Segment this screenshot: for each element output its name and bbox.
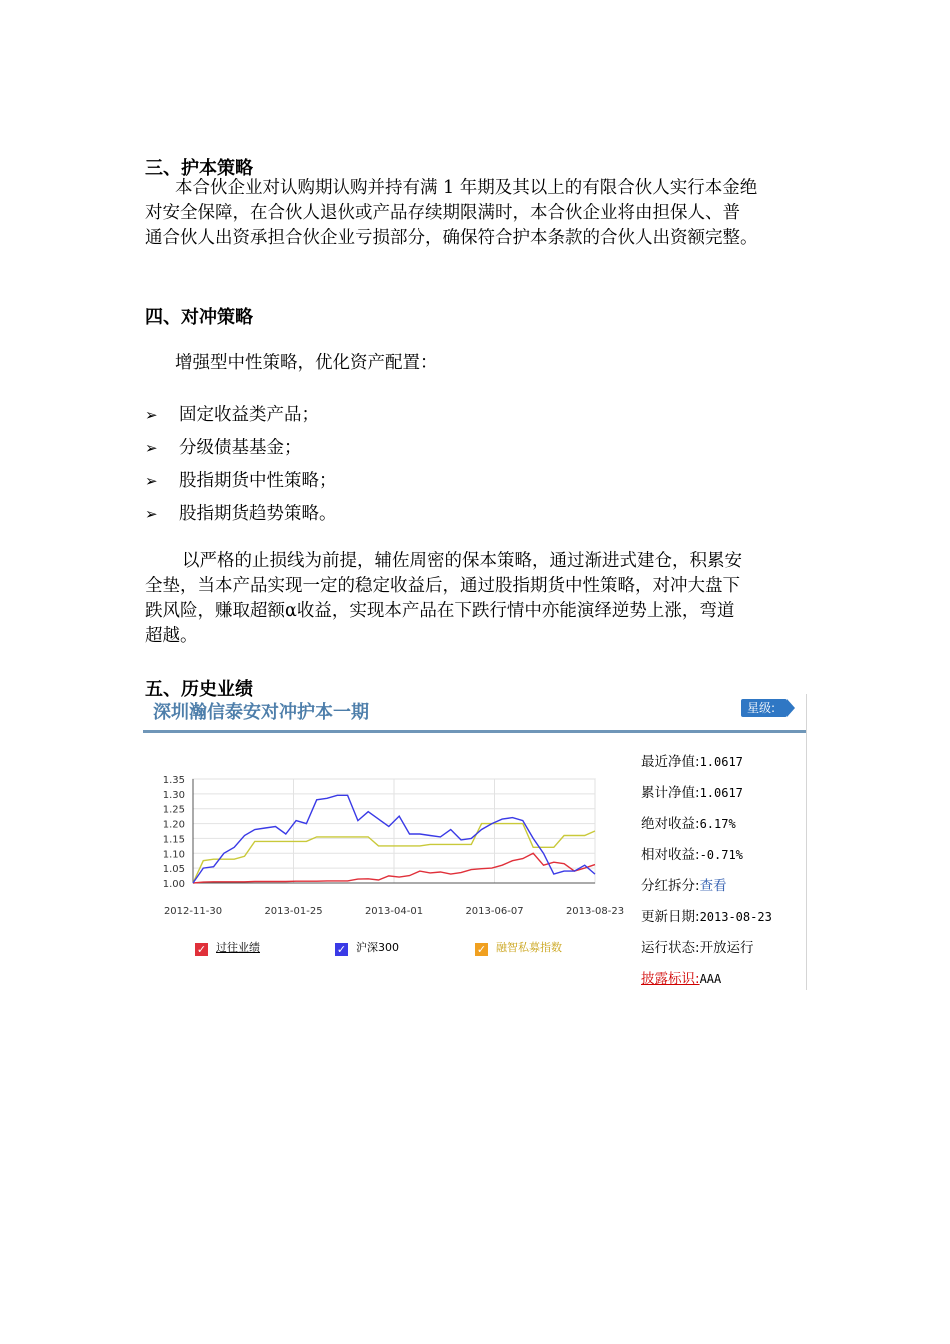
legend-label: 沪深300 xyxy=(356,941,399,954)
x-tick-label: 2013-08-23 xyxy=(565,906,625,917)
bullet-item xyxy=(145,434,302,459)
bullet-item xyxy=(145,467,337,492)
x-tick-label: 2013-04-01 xyxy=(364,906,424,917)
arrow-bullet-icon: ➢ xyxy=(145,472,158,490)
info-label: 最近净值: xyxy=(641,754,700,770)
bullet-text: 股指期货中性策略； xyxy=(179,471,337,491)
info-value: 开放运行 xyxy=(699,940,754,956)
info-dividend-split xyxy=(641,874,727,894)
y-tick-label: 1.10 xyxy=(162,849,185,861)
info-value: 1.0617 xyxy=(699,786,743,800)
checkbox-icon[interactable]: ✓ xyxy=(336,943,347,956)
info-value: -0.71% xyxy=(699,848,743,862)
info-update-date xyxy=(641,905,772,925)
section4-line: 以严格的止损线为前提，辅佐周密的保本策略，通过渐进式建仓，积累安 xyxy=(182,551,742,571)
section3-paragraph xyxy=(145,176,805,251)
star-rating-tag[interactable]: 星级: xyxy=(741,699,787,717)
arrow-bullet-icon: ➢ xyxy=(145,439,158,457)
fund-name: 深圳瀚信泰安对冲护本一期 xyxy=(153,702,369,723)
info-latest-nav xyxy=(641,750,743,770)
info-disclosure-tag xyxy=(641,967,721,987)
x-tick-label: 2013-01-25 xyxy=(264,906,323,917)
section3-line: 通合伙人出资承担合伙企业亏损部分，确保符合护本条款的合伙人出资额完整。 xyxy=(145,228,758,248)
bullet-item xyxy=(145,500,337,525)
nav-line-chart xyxy=(143,754,633,934)
section4-intro xyxy=(145,351,805,376)
arrow-bullet-icon: ➢ xyxy=(145,406,158,424)
info-value: 6.17% xyxy=(699,817,736,831)
info-cumulative-nav xyxy=(641,781,743,801)
section3-heading: 三、护本策略 xyxy=(145,158,253,179)
legend-item-private-fund-index[interactable] xyxy=(475,939,562,956)
info-label: 更新日期: xyxy=(641,909,700,925)
info-run-status xyxy=(641,936,754,956)
bullet-item xyxy=(145,401,319,426)
info-value: AAA xyxy=(699,972,722,986)
y-tick-label: 1.35 xyxy=(162,775,185,786)
info-label: 分红拆分: xyxy=(641,878,700,894)
legend-item-csi300[interactable] xyxy=(335,939,399,956)
section4-paragraph xyxy=(145,549,805,649)
y-tick-label: 1.30 xyxy=(162,789,185,801)
info-label: 相对收益: xyxy=(641,847,700,863)
section4-line: 跌风险，赚取超额α收益，实现本产品在下跌行情中亦能演绎逆势上涨，弯道 xyxy=(145,601,735,621)
section5-heading: 五、历史业绩 xyxy=(145,679,253,700)
info-absolute-return xyxy=(641,812,736,832)
info-label: 运行状态: xyxy=(641,940,700,956)
y-tick-label: 1.25 xyxy=(162,804,185,816)
x-tick-label: 2013-06-07 xyxy=(465,906,524,917)
info-label: 累计净值: xyxy=(641,785,700,801)
section4-line: 全垫，当本产品实现一定的稳定收益后，通过股指期货中性策略，对冲大盘下 xyxy=(145,576,740,596)
legend-item-past-performance[interactable] xyxy=(195,939,260,956)
section4-heading: 四、对冲策略 xyxy=(145,307,253,328)
title-divider xyxy=(143,730,807,733)
view-link[interactable]: 查看 xyxy=(699,878,727,894)
info-relative-return xyxy=(641,843,743,863)
legend-label: 过往业绩 xyxy=(216,941,260,954)
intro-text: 增强型中性策略，优化资产配置： xyxy=(175,353,438,373)
bullet-text: 股指期货趋势策略。 xyxy=(179,504,337,524)
checkbox-icon[interactable]: ✓ xyxy=(196,943,207,956)
right-divider xyxy=(806,694,807,990)
info-value: 2013-08-23 xyxy=(699,910,772,924)
checkbox-icon[interactable]: ✓ xyxy=(476,943,487,956)
arrow-bullet-icon: ➢ xyxy=(145,505,158,523)
section3-line: 对安全保障，在合伙人退伙或产品存续期限满时，本合伙企业将由担保人、普 xyxy=(145,203,740,223)
fund-performance-widget xyxy=(143,694,807,990)
bullet-text: 分级债基基金； xyxy=(179,438,302,458)
legend-label: 融智私募指数 xyxy=(496,941,562,954)
disclosure-link[interactable]: 披露标识: xyxy=(641,971,700,987)
section4-line: 超越。 xyxy=(145,626,198,646)
y-tick-label: 1.05 xyxy=(162,864,185,876)
bullet-text: 固定收益类产品； xyxy=(179,405,319,425)
info-label: 绝对收益: xyxy=(641,816,700,832)
y-tick-label: 1.20 xyxy=(162,819,185,831)
x-tick-label: 2012-11-30 xyxy=(163,906,223,917)
info-value: 1.0617 xyxy=(699,755,743,769)
y-tick-label: 1.00 xyxy=(162,879,185,890)
section3-line: 本合伙企业对认购期认购并持有满 1 年期及其以上的有限合伙人实行本金绝 xyxy=(175,178,758,198)
y-tick-label: 1.15 xyxy=(162,834,185,846)
